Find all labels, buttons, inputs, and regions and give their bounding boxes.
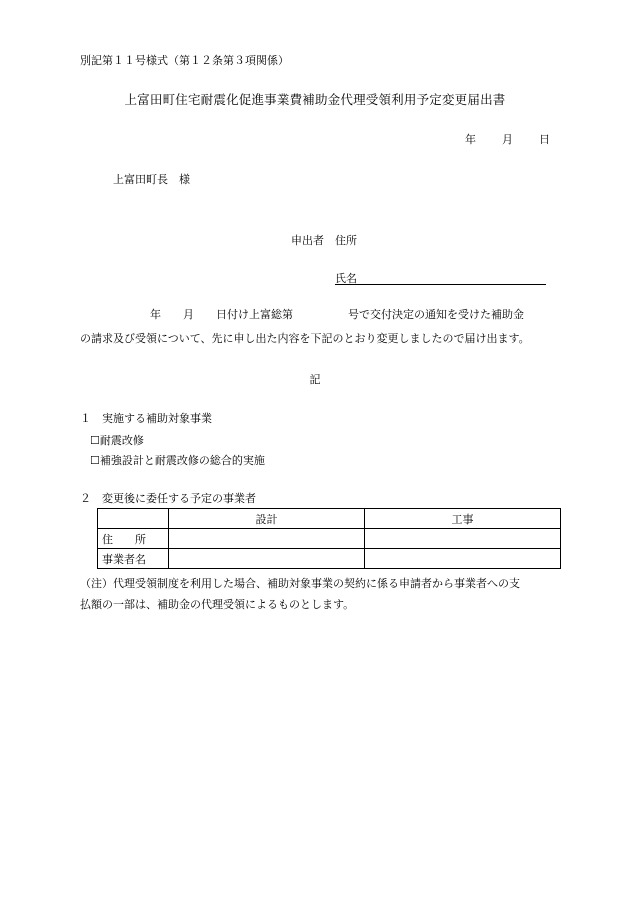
applicant-address-label: 申出者 住所 [291, 234, 357, 247]
body-text-line2: の請求及び受領について、先に申し出た内容を下記のとおり変更しましたので届け出ます。 [80, 332, 530, 345]
table-header-design: 設計 [169, 509, 365, 529]
date-line [465, 131, 550, 147]
section2-heading: ２ 変更後に委任する予定の事業者 [80, 492, 256, 505]
section1-heading: １ 実施する補助対象事業 [80, 412, 212, 425]
note-line2: 払額の一部は、補助金の代理受領によるものとします。 [80, 598, 355, 611]
applicant-name-label: 氏名 [335, 272, 357, 285]
date-day: 日 [539, 133, 550, 146]
table-cell [365, 549, 561, 569]
note-line1: （注）代理受領制度を利用した場合、補助対象事業の契約に係る申請者から事業者への支 [80, 577, 520, 590]
table-row [98, 529, 561, 549]
table-header-construction: 工事 [365, 509, 561, 529]
date-month: 月 [502, 133, 513, 146]
body-text-line1: 年 月 日付け上富総第 号で交付決定の通知を受けた補助金 [150, 308, 524, 321]
contractor-table [97, 508, 561, 569]
addressee: 上富田町長 様 [113, 173, 190, 186]
table-header-cell [98, 509, 169, 529]
date-year: 年 [465, 133, 476, 146]
table-cell [365, 529, 561, 549]
table-header-row [98, 509, 561, 529]
checkbox-design-and-retrofit: ☐補強設計と耐震改修の総合的実施 [90, 454, 265, 467]
table-cell [169, 549, 365, 569]
table-row [98, 549, 561, 569]
row-label-address: 住 所 [98, 529, 169, 549]
checkbox-seismic-retrofit: ☐耐震改修 [90, 434, 144, 447]
document-title: 上富田町住宅耐震化促進事業費補助金代理受領利用予定変更届出書 [124, 92, 506, 107]
row-label-business-name: 事業者名 [98, 549, 169, 569]
form-reference: 別記第１１号様式（第１２条第３項関係） [80, 54, 289, 67]
applicant-name-field [335, 270, 546, 285]
table-cell [169, 529, 365, 549]
ki-heading: 記 [309, 373, 321, 386]
